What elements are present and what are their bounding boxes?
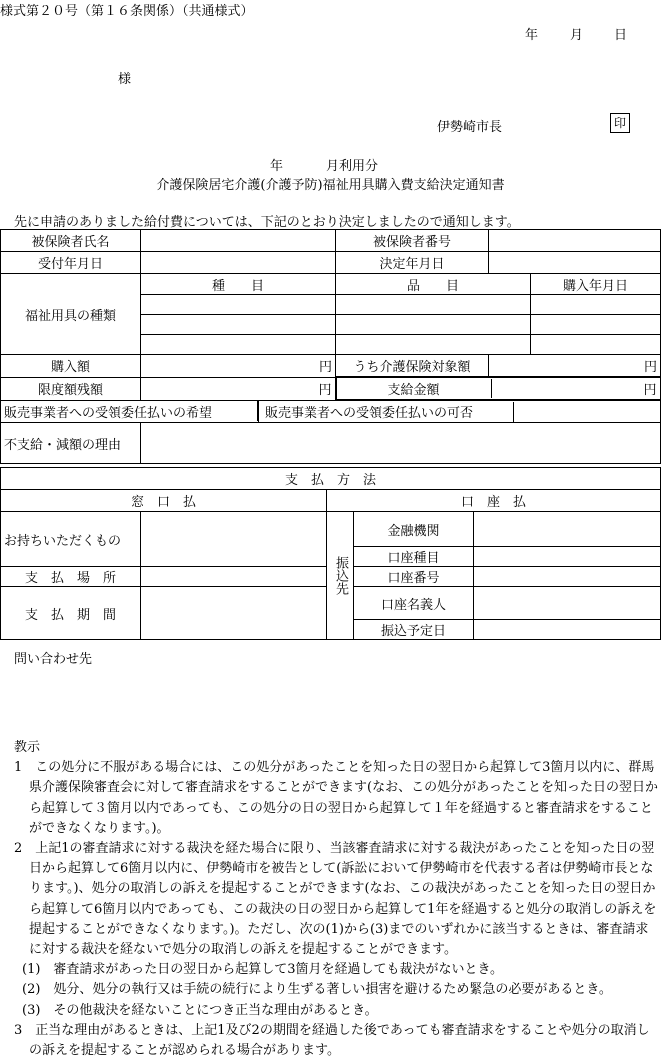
account-holder-value[interactable] <box>474 587 661 620</box>
date-day-label: 日 <box>614 28 628 43</box>
decision-date-value[interactable] <box>489 252 661 274</box>
notes-section <box>14 738 658 1061</box>
equipment-item-cell[interactable] <box>336 335 531 355</box>
payment-amount-box <box>336 377 661 400</box>
col-item-header: 品 目 <box>336 274 531 295</box>
delegation-ok-value[interactable] <box>514 402 661 422</box>
equipment-item-cell[interactable] <box>336 295 531 315</box>
payment-place-value[interactable] <box>141 567 327 587</box>
insured-name-label: 被保険者氏名 <box>1 230 141 252</box>
addressee-suffix: 様 <box>118 72 132 87</box>
receipt-date-label: 受付年月日 <box>1 252 141 274</box>
covered-amount-value[interactable]: 円 <box>489 355 661 378</box>
bring-items-label: お持ちいただくもの <box>1 512 141 567</box>
notes-item-3: 3 正当な理由があるときは、上記1及び2の期間を経過した後であっても審査請求をすることや処分の取消しの訴えを提起することが認められる場合があります。 <box>14 1022 650 1059</box>
contact-label: 問い合わせ先 <box>14 652 93 667</box>
insured-number-label: 被保険者番号 <box>336 230 489 252</box>
delegation-wish-label: 販売事業者への受領委任払いの希望 <box>1 401 258 421</box>
transfer-destination-label: 振込先 <box>333 556 348 595</box>
payment-period-label: 支 払 期 間 <box>1 587 141 640</box>
equipment-date-cell[interactable] <box>531 315 661 335</box>
account-payment-header: 口 座 払 <box>327 490 661 512</box>
notes-item-2: 2 上記1の審査請求に対する裁決を経た場合に限り、当該審査請求に対する裁決があったことを知った日の翌日から起算して6箇月以内に、伊勢崎市を被告として(訴訟において伊勢崎市を代表する者は伊勢崎市長となります。)、処分の取消しの訴えを提起することができます(なお、この裁決があったことを知った日の翌日から起算して6箇月以内であっても、この裁決の日の翌日から起算して1年を経過すると処分の取消しの訴えを提起することができなくなります。)。ただし、次の(1)から(3)までのいずれかに該当するときは、審査請求に対する裁決を経ないで処分の取消しの訴えを提起することができます。 <box>14 841 657 958</box>
equipment-type-label: 福祉用具の種類 <box>1 274 141 355</box>
notes-heading: 教示 <box>14 740 41 755</box>
purchase-amount-value[interactable]: 円 <box>141 355 336 378</box>
equipment-type-cell[interactable] <box>141 335 336 355</box>
equipment-type-cell[interactable] <box>141 295 336 315</box>
account-number-value[interactable] <box>474 567 661 587</box>
payment-period-value[interactable] <box>141 587 327 640</box>
notes-sub-1: (1) 審査請求があった日の翌日から起算して3箇月を経過しても裁決がないとき。 <box>22 962 504 978</box>
delegation-ok-row <box>259 400 661 423</box>
payment-amount-label: 支給金額 <box>337 379 492 398</box>
notes-item-1: 1 この処分に不服がある場合には、この処分があったことを知った日の翌日から起算して3箇月以内に、群馬県介護保険審査会に対して審査請求をすることができます(なお、この処分があったことを知った日の翌日から起算して３箇月以内であっても、この処分の日の翌日から起算して１年を経過すると審査請求をすることができなくなります。)。 <box>14 760 658 836</box>
denial-reason-label: 不支給・減額の理由 <box>1 423 141 464</box>
intro-text: 先に申請のありました給付費については、下記のとおり決定しましたので通知します。 <box>14 215 520 230</box>
account-holder-label: 口座名義人 <box>354 587 474 620</box>
delegation-ok-label: 販売事業者への受領委任払いの可否 <box>259 402 514 422</box>
decision-table <box>0 229 661 464</box>
covered-amount-label: うち介護保険対象額 <box>336 355 489 378</box>
date-month-label: 月 <box>570 28 584 43</box>
account-type-label: 口座種目 <box>354 547 474 567</box>
insured-name-value[interactable] <box>141 230 336 252</box>
bring-items-value[interactable] <box>141 512 327 567</box>
limit-balance-value[interactable]: 円 <box>141 377 336 400</box>
purchase-amount-label: 購入額 <box>1 355 141 378</box>
usage-month-label: 月利用分 <box>326 159 379 174</box>
transfer-date-label: 振込予定日 <box>354 620 474 640</box>
payment-method-title: 支 払 方 法 <box>1 468 661 490</box>
bank-label: 金融機関 <box>354 512 474 547</box>
seal-mark: 印 <box>610 113 630 133</box>
account-number-label: 口座番号 <box>354 567 474 587</box>
equipment-type-cell[interactable] <box>141 315 336 335</box>
account-type-value[interactable] <box>474 547 661 567</box>
receipt-date-value[interactable] <box>141 252 336 274</box>
counter-payment-header: 窓 口 払 <box>1 490 327 512</box>
payment-method-table <box>0 467 661 640</box>
payment-amount-value[interactable]: 円 <box>643 383 657 398</box>
denial-reason-value[interactable] <box>141 423 661 464</box>
form-number: 様式第２０号（第１６条関係）（共通様式） <box>0 4 254 19</box>
limit-balance-label: 限度額残額 <box>1 377 141 400</box>
notes-sub-2: (2) 処分、処分の執行又は手続の続行により生ずる著しい損害を避けるため緊急の必要があるとき。 <box>22 982 612 998</box>
equipment-date-cell[interactable] <box>531 335 661 355</box>
col-purchase-date-header: 購入年月日 <box>531 274 661 295</box>
delegation-wish-row <box>1 400 259 423</box>
payment-place-label: 支 払 場 所 <box>1 567 141 587</box>
decision-date-label: 決定年月日 <box>336 252 489 274</box>
date-year-label: 年 <box>525 28 539 43</box>
bank-value[interactable] <box>474 512 661 547</box>
issuer-name: 伊勢崎市長 <box>437 120 503 135</box>
page-title: 介護保険居宅介護(介護予防)福祉用具購入費支給決定通知書 <box>156 178 505 193</box>
col-type-header: 種 目 <box>141 274 336 295</box>
insured-number-value[interactable] <box>489 230 661 252</box>
equipment-item-cell[interactable] <box>336 315 531 335</box>
notes-sub-3: (3) その他裁決を経ないことにつき正当な理由があるとき。 <box>22 1002 378 1018</box>
equipment-date-cell[interactable] <box>531 295 661 315</box>
usage-year-label: 年 <box>270 159 284 174</box>
transfer-destination-cell <box>327 512 354 640</box>
transfer-date-value[interactable] <box>474 620 661 640</box>
